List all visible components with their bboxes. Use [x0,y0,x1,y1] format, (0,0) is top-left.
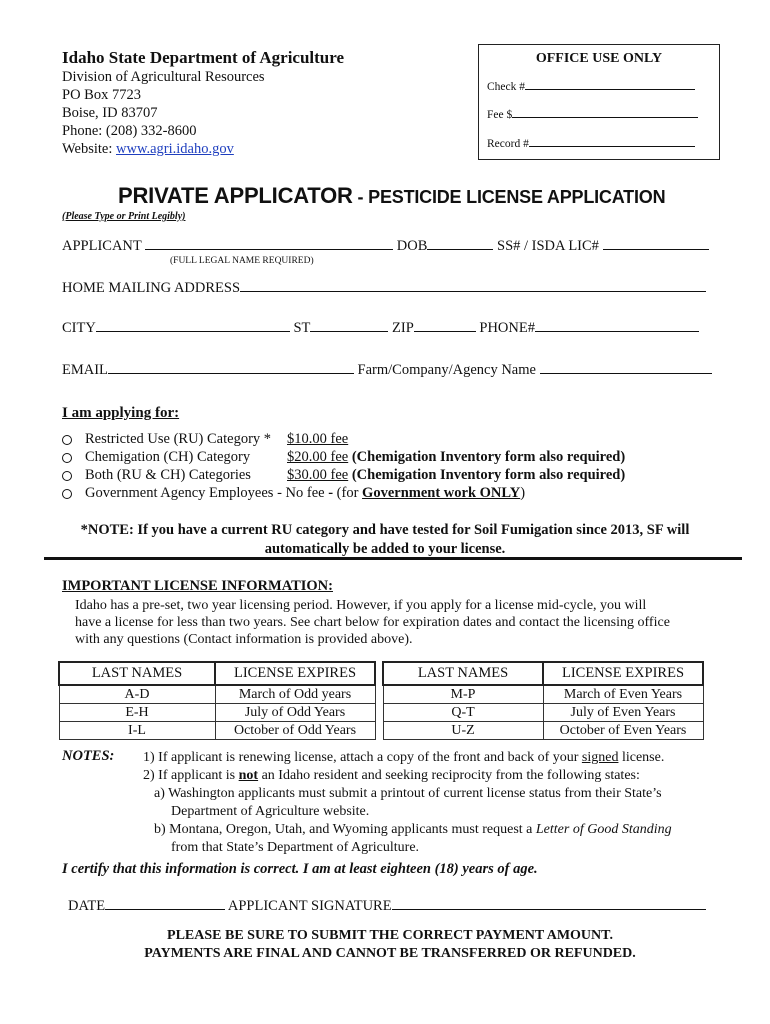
legal-name-note: (FULL LEGAL NAME REQUIRED) [170,256,314,266]
zip-field[interactable] [414,318,476,332]
fee-field[interactable] [512,107,698,118]
table-gap [375,662,383,685]
option-fee: $10.00 fee [287,431,349,447]
signature-label: APPLICANT SIGNATURE [227,898,392,914]
payment-warning-line2: PAYMENTS ARE FINAL AND CANNOT BE TRANSFERRED OR REFUNDED. [144,946,636,961]
table-gap [375,722,383,740]
table-row [59,722,703,740]
note-2b-line2: from that State’s Department of Agriculture. [171,840,420,855]
expiration-table [58,661,704,740]
both-radio[interactable] [62,471,72,481]
office-use-box [478,44,720,160]
table-cell: U-Z [383,722,543,740]
option-label: Restricted Use (RU) Category * [85,431,272,447]
email-field[interactable] [108,360,354,374]
payment-warning [40,927,740,963]
city-label: CITY [62,320,96,336]
applying-heading: I am applying for: [62,405,180,421]
fee-row [487,107,698,121]
license-info-line3: with any questions (Contact information is provided above). [75,632,413,647]
table-cell: July of Even Years [543,704,703,722]
option-extra: (Chemigation Inventory form also required) [351,467,626,483]
legibly-note: (Please Type or Print Legibly) [62,211,186,222]
note-2b-line1 [154,821,672,839]
option-ch[interactable] [62,449,625,466]
dob-label: DOB [396,238,428,254]
gov-work-only: Government work ONLY [362,485,521,501]
ss-lic-field[interactable] [603,236,709,250]
dob-field[interactable] [427,236,493,250]
option-fee: $20.00 fee [287,449,349,465]
note-2-text: 2) If applicant is [143,768,239,783]
note-1 [143,749,664,767]
fee-label: Fee $ [487,109,513,121]
table-row [59,704,703,722]
table-cell: March of Even Years [543,685,703,704]
table-cell: March of Odd years [215,685,375,704]
division-name: Division of Agricultural Resources [62,69,265,85]
city-line: Boise, ID 83707 [62,105,158,121]
table-header: LAST NAMES [383,662,543,685]
section-divider [44,557,742,560]
note-1-text: 1) If applicant is renewing license, attach a copy of the front and back of your [143,750,582,765]
table-cell: A-D [59,685,215,704]
option-label: Chemigation (CH) Category [85,449,251,465]
table-gap [375,685,383,704]
ru-radio[interactable] [62,435,72,445]
form-title-main: PRIVATE APPLICATOR [118,183,353,208]
check-label: Check # [487,81,526,93]
table-cell: I-L [59,722,215,740]
farm-label: Farm/Company/Agency Name [357,362,536,378]
sf-note [40,521,730,559]
website-line [62,140,234,158]
address-label: HOME MAILING ADDRESS [62,280,241,296]
option-ru[interactable] [62,431,348,448]
table-gap [375,704,383,722]
gov-for: (for [336,485,363,501]
table-header: LICENSE EXPIRES [543,662,703,685]
zip-label: ZIP [392,320,414,336]
farm-field[interactable] [540,360,712,374]
address-field[interactable] [240,278,706,292]
notes-label: NOTES: [62,748,115,764]
note-1-end: license. [618,750,665,765]
form-title-sub: - PESTICIDE LICENSE APPLICATION [352,187,666,207]
date-field[interactable] [105,896,225,910]
note-2 [143,767,640,785]
note-2a-line1: a) Washington applicants must submit a printout of current license status from their State’s [154,786,662,801]
check-row [487,79,695,93]
signature-row [68,896,706,915]
phone-field[interactable] [535,318,699,332]
phone-label: PHONE# [479,320,535,336]
office-use-title: OFFICE USE ONLY [535,51,663,66]
address-row [62,278,706,297]
table-header: LAST NAMES [59,662,215,685]
email-row [62,360,712,379]
applicant-row [62,236,709,255]
license-info-line2: have a license for less than two years. See chart below for expiration dates and contact the licensing office [75,615,670,630]
ch-radio[interactable] [62,453,72,463]
phone-line: Phone: (208) 332-8600 [62,123,197,139]
city-row [62,318,699,337]
record-label: Record # [487,138,529,150]
sf-note-line2: automatically be added to your license. [264,541,506,557]
option-gov[interactable] [62,485,525,502]
option-fee: $30.00 fee [287,467,349,483]
certify-statement: I certify that this information is correct. I am at least eighteen (18) years of age. [62,861,538,877]
table-cell: Q-T [383,704,543,722]
note-2b-text: b) Montana, Oregon, Utah, and Wyoming applicants must request a [154,822,536,837]
table-header-row [59,662,703,685]
form-title [118,183,665,209]
table-cell: E-H [59,704,215,722]
website-label: Website: [62,141,116,157]
agency-name: Idaho State Department of Agriculture [62,48,345,67]
st-field[interactable] [310,318,388,332]
record-row [487,136,695,150]
license-info-line1: Idaho has a pre-set, two year licensing period. However, if you apply for a license mid-cycle, you will [75,598,647,613]
table-row [59,685,703,704]
option-label: Government Agency Employees - No fee [85,485,325,501]
option-extra: (Chemigation Inventory form also required) [351,449,626,465]
sf-note-line1: *NOTE: If you have a current RU category and have tested for Soil Fumigation since 2013, SF will [80,522,690,538]
table-header: LICENSE EXPIRES [215,662,375,685]
gov-dash: - [324,485,337,501]
gov-close: ) [520,485,526,501]
applicant-field[interactable] [145,236,393,250]
signature-field[interactable] [392,896,706,910]
note-1-signed: signed [581,750,619,765]
option-label: Both (RU & CH) Categories [85,467,251,483]
po-box: PO Box 7723 [62,87,141,103]
email-label: EMAIL [62,362,108,378]
license-info-heading: IMPORTANT LICENSE INFORMATION: [62,578,333,594]
website-link[interactable]: www.agri.idaho.gov [116,141,234,157]
table-cell: July of Odd Years [215,704,375,722]
table-cell: October of Even Years [543,722,703,740]
check-field[interactable] [525,79,695,90]
note-2b-letter: Letter of Good Standing [535,822,672,837]
date-label: DATE [68,898,106,914]
ss-lic-label: SS# / ISDA LIC# [497,238,599,254]
table-cell: M-P [383,685,543,704]
note-2-end: an Idaho resident and seeking reciprocity from the following states: [258,768,640,783]
option-both[interactable] [62,467,625,484]
gov-radio[interactable] [62,489,72,499]
note-2-not: not [238,768,259,783]
record-field[interactable] [529,136,695,147]
applicant-label: APPLICANT [62,238,142,254]
note-2a-line2: Department of Agriculture website. [171,804,370,819]
st-label: ST [293,320,311,336]
payment-warning-line1: PLEASE BE SURE TO SUBMIT THE CORRECT PAYMENT AMOUNT. [167,928,613,943]
city-field[interactable] [96,318,290,332]
table-cell: October of Odd Years [215,722,375,740]
